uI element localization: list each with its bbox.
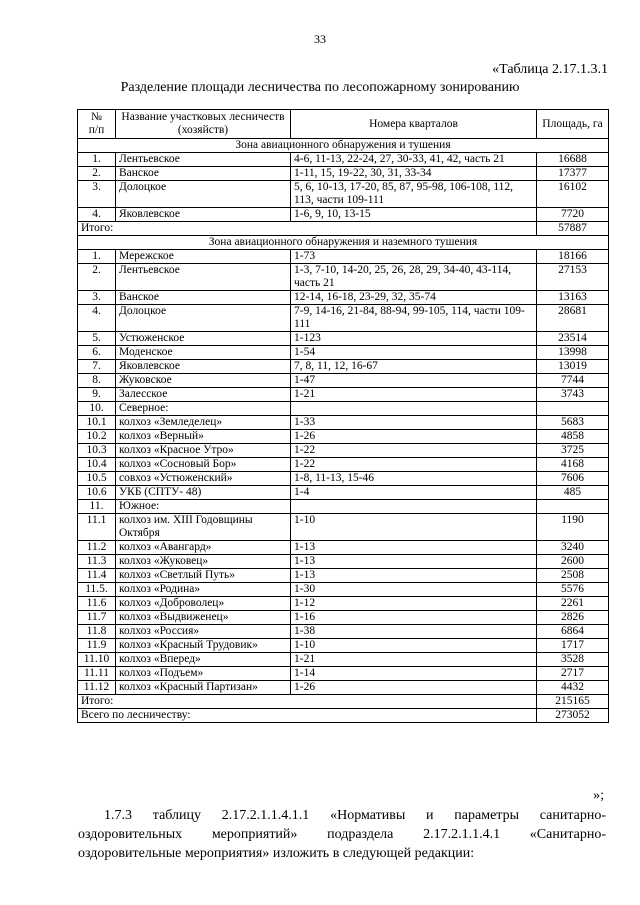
paragraph-line-2: оздоровительных мероприятий» подраздела 2.17.2.1.1.4.1 «Санитарно- xyxy=(78,827,606,842)
area-value: 2826 xyxy=(537,611,609,625)
quarter-numbers: 7-9, 14-16, 21-84, 88-94, 99-105, 114, части 109-111 xyxy=(291,305,537,332)
total-value: 57887 xyxy=(537,222,609,236)
forestry-name: Долоцкое xyxy=(116,181,291,208)
forestry-name: колхоз «Выдвиженец» xyxy=(116,611,291,625)
zone1-total-row xyxy=(78,222,609,236)
table-row xyxy=(78,541,609,555)
quarter-numbers: 1-13 xyxy=(291,555,537,569)
area-value: 4168 xyxy=(537,458,609,472)
row-number: 3. xyxy=(78,181,116,208)
area-value: 1190 xyxy=(537,514,609,541)
table-header-row xyxy=(78,110,609,139)
quarter-numbers: 1-54 xyxy=(291,346,537,360)
table-label: «Таблица 2.17.1.3.1 xyxy=(492,62,608,77)
table-row xyxy=(78,416,609,430)
total-label: Итого: xyxy=(78,695,537,709)
table-row xyxy=(78,597,609,611)
row-number: 11.2 xyxy=(78,541,116,555)
quarter-numbers: 1-12 xyxy=(291,597,537,611)
quarter-numbers xyxy=(291,402,537,416)
quarter-numbers: 1-38 xyxy=(291,625,537,639)
table-row xyxy=(78,569,609,583)
area-value: 2600 xyxy=(537,555,609,569)
row-number: 10.3 xyxy=(78,444,116,458)
row-number: 10.5 xyxy=(78,472,116,486)
table-row xyxy=(78,500,609,514)
forestry-name: Мережское xyxy=(116,250,291,264)
forestry-name: Яковлевское xyxy=(116,208,291,222)
quarter-numbers: 4-6, 11-13, 22-24, 27, 30-33, 41, 42, часть 21 xyxy=(291,153,537,167)
table-title: Разделение площади лесничества по лесопожарному зонированию xyxy=(120,80,520,95)
forestry-name: колхоз «Светлый Путь» xyxy=(116,569,291,583)
quarter-numbers: 1-8, 11-13, 15-46 xyxy=(291,472,537,486)
total-value: 215165 xyxy=(537,695,609,709)
area-value: 5683 xyxy=(537,416,609,430)
row-number: 11.12 xyxy=(78,681,116,695)
row-number: 4. xyxy=(78,305,116,332)
forestry-name: колхоз «Россия» xyxy=(116,625,291,639)
forestry-name: Южное: xyxy=(116,500,291,514)
table-row xyxy=(78,388,609,402)
quarter-numbers: 1-123 xyxy=(291,332,537,346)
quarter-numbers: 12-14, 16-18, 23-29, 32, 35-74 xyxy=(291,291,537,305)
forestry-name: колхоз «Авангард» xyxy=(116,541,291,555)
col-header-name: Название участковых лесничеств (хозяйств) xyxy=(116,110,291,139)
area-value: 27153 xyxy=(537,264,609,291)
table-row xyxy=(78,346,609,360)
zone-header-row xyxy=(78,139,609,153)
quarter-numbers: 1-14 xyxy=(291,667,537,681)
paragraph-line-3: оздоровительные мероприятия» изложить в следующей редакции: xyxy=(78,846,475,861)
forestry-name: Лентьевское xyxy=(116,264,291,291)
col-header-area: Площадь, га xyxy=(537,110,609,139)
quarter-numbers: 1-6, 9, 10, 13-15 xyxy=(291,208,537,222)
row-number: 4. xyxy=(78,208,116,222)
area-value: 1717 xyxy=(537,639,609,653)
forestry-name: Ванское xyxy=(116,167,291,181)
forestry-name: колхоз «Жуковец» xyxy=(116,555,291,569)
row-number: 11.3 xyxy=(78,555,116,569)
table-row xyxy=(78,332,609,346)
quarter-numbers: 1-13 xyxy=(291,541,537,555)
row-number: 2. xyxy=(78,264,116,291)
row-number: 10.1 xyxy=(78,416,116,430)
row-number: 8. xyxy=(78,374,116,388)
quarter-numbers: 1-22 xyxy=(291,458,537,472)
table-row xyxy=(78,305,609,332)
quarter-numbers: 1-4 xyxy=(291,486,537,500)
table-row xyxy=(78,374,609,388)
forestry-name: колхоз «Вперед» xyxy=(116,653,291,667)
table-row xyxy=(78,458,609,472)
area-value: 5576 xyxy=(537,583,609,597)
area-value: 2261 xyxy=(537,597,609,611)
quarter-numbers: 1-26 xyxy=(291,681,537,695)
row-number: 9. xyxy=(78,388,116,402)
table-row xyxy=(78,583,609,597)
quarter-numbers: 5, 6, 10-13, 17-20, 85, 87, 95-98, 106-108, 112, 113, части 109-111 xyxy=(291,181,537,208)
table-body xyxy=(78,139,609,723)
area-value: 485 xyxy=(537,486,609,500)
area-value: 4432 xyxy=(537,681,609,695)
row-number: 11.4 xyxy=(78,569,116,583)
row-number: 11.6 xyxy=(78,597,116,611)
grand-total-row xyxy=(78,709,609,723)
forestry-name: Северное: xyxy=(116,402,291,416)
col-header-num: № п/п xyxy=(78,110,116,139)
row-number: 6. xyxy=(78,346,116,360)
forestry-name: Залесское xyxy=(116,388,291,402)
row-number: 1. xyxy=(78,250,116,264)
amendment-paragraph xyxy=(78,806,606,863)
table-row xyxy=(78,681,609,695)
row-number: 11.8 xyxy=(78,625,116,639)
area-value: 18166 xyxy=(537,250,609,264)
quarter-numbers: 1-16 xyxy=(291,611,537,625)
row-number: 11. xyxy=(78,500,116,514)
area-value: 3743 xyxy=(537,388,609,402)
zone-title: Зона авиационного обнаружения и наземного тушения xyxy=(78,236,609,250)
forestry-name: Жуковское xyxy=(116,374,291,388)
quarter-numbers: 1-22 xyxy=(291,444,537,458)
row-number: 10.6 xyxy=(78,486,116,500)
col-header-quarters: Номера кварталов xyxy=(291,110,537,139)
row-number: 11.1 xyxy=(78,514,116,541)
table-row xyxy=(78,444,609,458)
area-value: 16688 xyxy=(537,153,609,167)
quarter-numbers: 1-21 xyxy=(291,388,537,402)
paragraph-line-1: 1.7.3 таблицу 2.17.2.1.1.4.1.1 «Нормативы и параметры санитарно- xyxy=(104,808,606,823)
row-number: 2. xyxy=(78,167,116,181)
row-number: 7. xyxy=(78,360,116,374)
area-value: 13998 xyxy=(537,346,609,360)
forestry-name: колхоз «Родина» xyxy=(116,583,291,597)
forestry-name: колхоз «Сосновый Бор» xyxy=(116,458,291,472)
table-row xyxy=(78,486,609,500)
row-number: 3. xyxy=(78,291,116,305)
table-row xyxy=(78,625,609,639)
table-row xyxy=(78,667,609,681)
quarter-numbers: 7, 8, 11, 12, 16-67 xyxy=(291,360,537,374)
area-value: 3725 xyxy=(537,444,609,458)
row-number: 10.4 xyxy=(78,458,116,472)
forestry-name: колхоз «Красный Трудовик» xyxy=(116,639,291,653)
quarter-numbers: 1-10 xyxy=(291,514,537,541)
area-value: 7606 xyxy=(537,472,609,486)
forestry-name: Ванское xyxy=(116,291,291,305)
row-number: 5. xyxy=(78,332,116,346)
quarter-numbers: 1-21 xyxy=(291,653,537,667)
row-number: 10. xyxy=(78,402,116,416)
table-row xyxy=(78,181,609,208)
forestry-name: Долоцкое xyxy=(116,305,291,332)
forestry-name: колхоз им. XIII Годовщины Октября xyxy=(116,514,291,541)
area-value: 7720 xyxy=(537,208,609,222)
quarter-numbers: 1-73 xyxy=(291,250,537,264)
table-row xyxy=(78,653,609,667)
quarter-numbers: 1-11, 15, 19-22, 30, 31, 33-34 xyxy=(291,167,537,181)
quarter-numbers: 1-26 xyxy=(291,430,537,444)
area-value: 13163 xyxy=(537,291,609,305)
forestry-name: совхоз «Устюженский» xyxy=(116,472,291,486)
table-row xyxy=(78,472,609,486)
row-number: 11.10 xyxy=(78,653,116,667)
area-value: 28681 xyxy=(537,305,609,332)
table-row xyxy=(78,250,609,264)
area-value: 6864 xyxy=(537,625,609,639)
area-value: 2508 xyxy=(537,569,609,583)
table-row xyxy=(78,291,609,305)
forestry-name: колхоз «Верный» xyxy=(116,430,291,444)
quarter-numbers: 1-10 xyxy=(291,639,537,653)
total-label: Итого: xyxy=(78,222,537,236)
quarter-numbers: 1-33 xyxy=(291,416,537,430)
forestry-name: Яковлевское xyxy=(116,360,291,374)
area-value: 3240 xyxy=(537,541,609,555)
page-number: 33 xyxy=(314,32,326,46)
table-row xyxy=(78,555,609,569)
table-row xyxy=(78,360,609,374)
area-value xyxy=(537,500,609,514)
area-value: 13019 xyxy=(537,360,609,374)
forestry-name: Моденское xyxy=(116,346,291,360)
area-value: 3528 xyxy=(537,653,609,667)
table-row xyxy=(78,639,609,653)
row-number: 11.11 xyxy=(78,667,116,681)
forestry-name: Устюженское xyxy=(116,332,291,346)
row-number: 1. xyxy=(78,153,116,167)
total-value: 273052 xyxy=(537,709,609,723)
quarter-numbers: 1-3, 7-10, 14-20, 25, 26, 28, 29, 34-40, 43-114, часть 21 xyxy=(291,264,537,291)
row-number: 11.9 xyxy=(78,639,116,653)
row-number: 11.7 xyxy=(78,611,116,625)
quarter-numbers: 1-13 xyxy=(291,569,537,583)
table-row xyxy=(78,208,609,222)
table-row xyxy=(78,264,609,291)
row-number: 11.5. xyxy=(78,583,116,597)
zone-header-row xyxy=(78,236,609,250)
closing-quote-mark: »; xyxy=(593,788,604,803)
forest-zoning-table xyxy=(77,109,609,723)
forestry-name: колхоз «Красный Партизан» xyxy=(116,681,291,695)
zone-title: Зона авиационного обнаружения и тушения xyxy=(78,139,609,153)
quarter-numbers xyxy=(291,500,537,514)
table-row xyxy=(78,153,609,167)
zone2-total-row xyxy=(78,695,609,709)
area-value: 16102 xyxy=(537,181,609,208)
forestry-name: колхоз «Земледелец» xyxy=(116,416,291,430)
area-value: 23514 xyxy=(537,332,609,346)
area-value xyxy=(537,402,609,416)
area-value: 4858 xyxy=(537,430,609,444)
quarter-numbers: 1-47 xyxy=(291,374,537,388)
area-value: 7744 xyxy=(537,374,609,388)
forestry-name: колхоз «Доброволец» xyxy=(116,597,291,611)
row-number: 10.2 xyxy=(78,430,116,444)
forestry-name: колхоз «Красное Утро» xyxy=(116,444,291,458)
table-row xyxy=(78,167,609,181)
table-row xyxy=(78,611,609,625)
total-label: Всего по лесничеству: xyxy=(78,709,537,723)
table-row xyxy=(78,430,609,444)
table-row xyxy=(78,514,609,541)
forestry-name: Лентьевское xyxy=(116,153,291,167)
area-value: 17377 xyxy=(537,167,609,181)
quarter-numbers: 1-30 xyxy=(291,583,537,597)
forestry-name: УКБ (СПТУ- 48) xyxy=(116,486,291,500)
table-row xyxy=(78,402,609,416)
area-value: 2717 xyxy=(537,667,609,681)
forestry-name: колхоз «Подъем» xyxy=(116,667,291,681)
